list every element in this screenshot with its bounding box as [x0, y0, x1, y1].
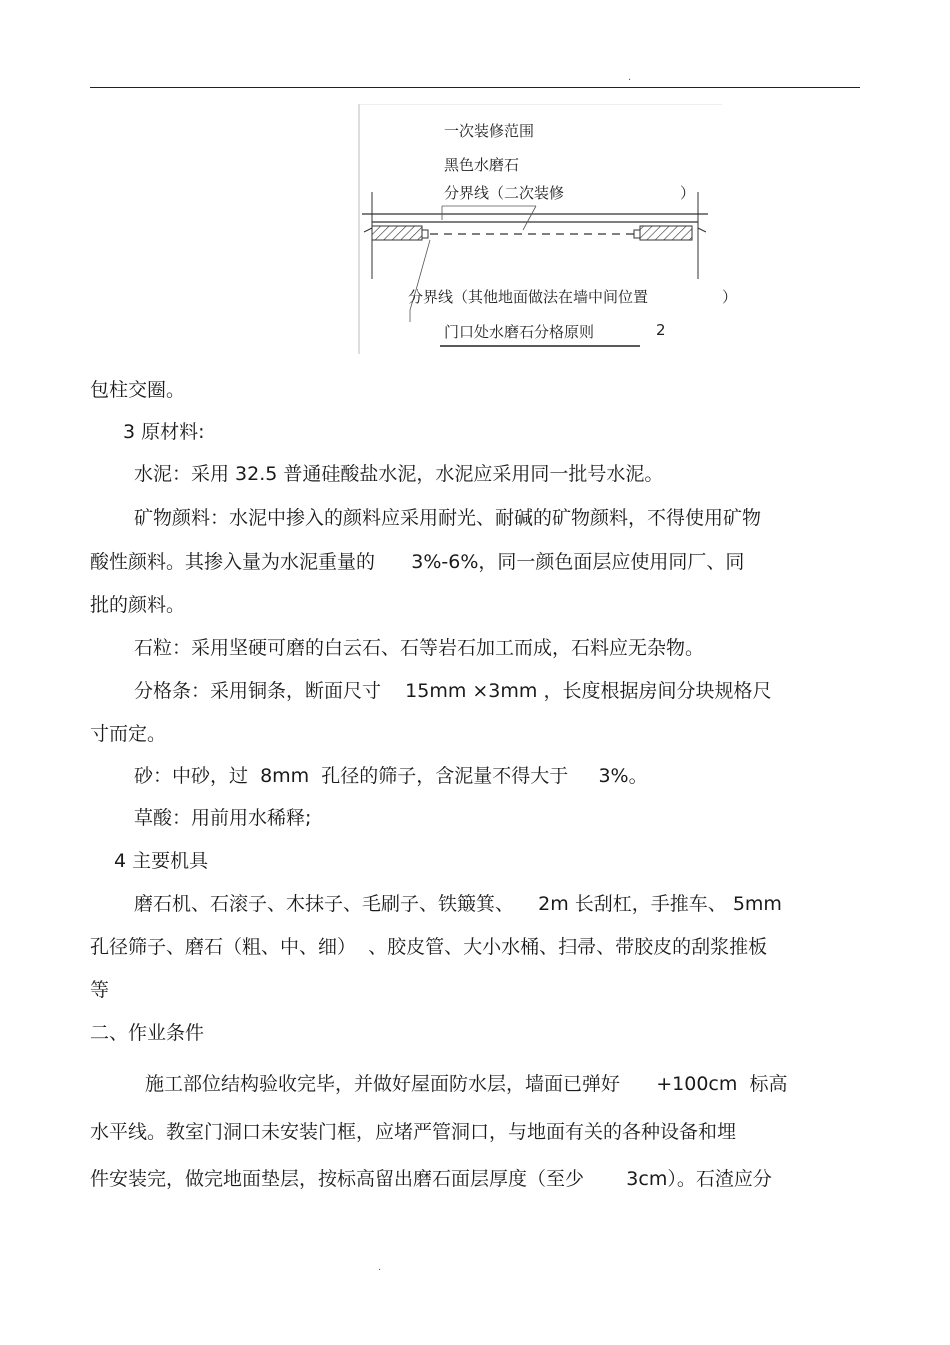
text-line-tools-1: 磨石机、石滚子、木抹子、毛刷子、铁簸箕、 2m 长刮杠，手推车、 5mm: [134, 893, 782, 915]
diagram-drawing: [358, 104, 722, 354]
text-line-tools-3: 等: [90, 979, 110, 1001]
text-line-oxalic-acid: 草酸：用前用水稀释;: [134, 807, 312, 829]
text-line-stone: 石粒：采用坚硬可磨的白云石、石等岩石加工而成，石料应无杂物。: [134, 637, 705, 659]
text-line-conditions-1: 施工部位结构验收完毕，并做好屋面防水层，墙面已弹好 +100cm 标高: [145, 1073, 788, 1095]
right-tick: [698, 228, 706, 232]
label-black-terrazzo: 黑色水磨石: [444, 156, 520, 174]
left-door-frame: [422, 230, 428, 238]
text-line-divider-strip-1: 分格条：采用铜条，断面尺寸 15mm ×3mm ，长度根据房间分块规格尺: [134, 680, 772, 702]
left-tick: [364, 228, 372, 232]
text-line-conditions-2: 水平线。教室门洞口未安装门框，应堵严管洞口，与地面有关的各种设备和埋: [90, 1121, 737, 1143]
text-line-pigment-3: 批的颜料。: [90, 594, 186, 616]
text-line-pigment-1: 矿物颜料：水泥中掺入的颜料应采用耐光、耐碱的矿物颜料，不得使用矿物: [134, 507, 762, 529]
figure-caption: 门口处水磨石分格原则: [444, 323, 595, 341]
text-line-tools-2: 孔径筛子、磨石（粗、中、细） 、胶皮管、大小水桶、扫帚、带胶皮的刮浆推板: [90, 936, 768, 958]
text-line-cement: 水泥：采用 32.5 普通硅酸盐水泥，水泥应采用同一批号水泥。: [134, 463, 664, 485]
section-raw-materials: 3 原材料:: [123, 421, 205, 443]
door-terrazzo-diagram: [358, 104, 738, 354]
label-boundary-wall-center-close: ）: [722, 288, 738, 306]
label-boundary-secondary-close: ）: [680, 184, 696, 202]
text-line-1: 包柱交圈。: [90, 379, 186, 401]
leader-top-2: [523, 206, 536, 230]
text-line-sand: 砂：中砂，过 8mm 孔径的筛子，含泥量不得大于 3%。: [134, 765, 648, 787]
label-boundary-secondary: 分界线（二次装修: [444, 184, 565, 202]
text-line-conditions-3: 件安装完，做完地面垫层，按标高留出磨石面层厚度（至少 3cm）。石渣应分: [90, 1168, 772, 1190]
right-door-frame: [634, 230, 640, 238]
header-rule: [90, 87, 860, 88]
header-dot: .: [628, 72, 632, 83]
label-boundary-wall-center: 分界线（其他地面做法在墙中间位置: [408, 288, 649, 306]
right-wall: [640, 226, 692, 240]
section-work-conditions: 二、作业条件: [90, 1022, 205, 1044]
text-line-divider-strip-2: 寸而定。: [90, 723, 167, 745]
footer-dot: .: [378, 1262, 382, 1273]
left-wall: [372, 226, 422, 240]
text-line-pigment-2: 酸性颜料。其掺入量为水泥重量的 3%-6%，同一颜色面层应使用同厂、同: [90, 551, 745, 573]
section-main-tools: 4 主要机具: [114, 850, 209, 872]
label-decoration-scope: 一次装修范围: [444, 122, 535, 140]
leader-bottom-1: [416, 240, 430, 290]
figure-caption-number: 2: [656, 321, 666, 339]
